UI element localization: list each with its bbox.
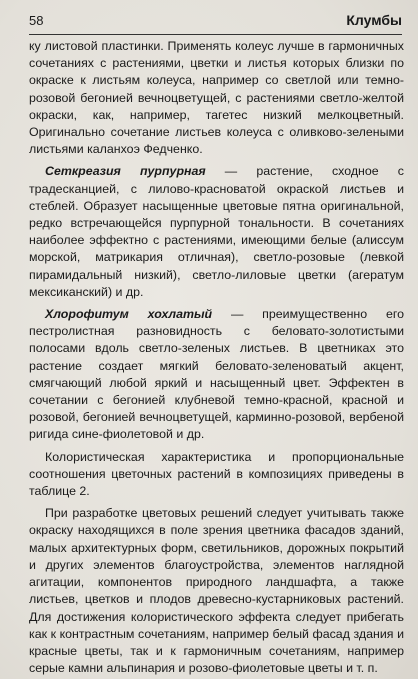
running-title: Клумбы (346, 12, 402, 28)
paragraph-text: — преимущественно его пестролистная разновидность с беловато-золотистыми полосами вдоль светло-зеленых листьев. В цветниках это растение создает мягкий беловато-зеленоватый акцент, смягчающий любой яркий и насыщенный цвет. Эффектен в сочетании с бегонией клубневой темно-красной, красной и розовой, бегонией вечноцветущей, карминно-розовой, вербеной ригида сине-фиолетовой и др. (29, 307, 404, 442)
paragraph-text: Колористическая характеристика и пропорциональные соотношения цветочных растений в композициях приведены в таблице 2. (29, 449, 404, 499)
page-body (29, 38, 404, 677)
paragraph-setcreasea (29, 163, 404, 301)
paragraph-coleus-continued (29, 38, 404, 158)
page-header (29, 12, 402, 35)
paragraph-text: ку листовой пластинки. Применять колеус лучше в гармоничных сочетаниях с растениями, цветки и листья которых близки по окраске к листьям колеуса, например со светлой или темно-розовой бегонией вечноцветущей, с растениями светло-желтой окраски, как, например, тагетес низкий мелкоцветный. Оригинально сочетание листьев колеуса с оливково-зелеными листьями каланхоэ Федченко. (29, 39, 404, 157)
plant-term: Хлорофитум хохлатый (45, 307, 213, 322)
paragraph-text: При разработке цветовых решений следует учитывать также окраску находящихся в поле зрения цветника фасадов зданий, малых архитектурных форм, светильников, дорожных покрытий и других элементов благоустройства, элементов наглядной агитации, компонентов природного ландшафта, а также листьев, цветков и плодов древесно-кустарниковых растений. Для достижения колористического эффекта следует прибегать как к контрастным сочетаниям, например белый фасад здания и красные цветы, так и к гармоничным сочетаниям, например серые камни альпинария и розово-фиолетовые цветы и т. п. (29, 506, 404, 676)
plant-term: Сеткреазия пурпурная (45, 164, 206, 179)
paragraph-chlorophytum (29, 306, 404, 444)
paragraph-text: — растение, сходное с традесканцией, с лилово-красноватой окраской листьев и стеблей. Образует насыщенные цветовые пятна оригинальной, редко встречающейся пурпурной тональности. В сочетаниях наиболее эффектно с растениями, имеющими белые (алиссум морской, матрикария отличная), светло-розовые (левкой пирамидальный низкий), светло-лиловые цветки (агератум мексиканский) и др. (29, 164, 404, 299)
paragraph-table-reference (29, 449, 404, 501)
page-number: 58 (29, 13, 44, 28)
paragraph-color-solutions (29, 505, 404, 677)
